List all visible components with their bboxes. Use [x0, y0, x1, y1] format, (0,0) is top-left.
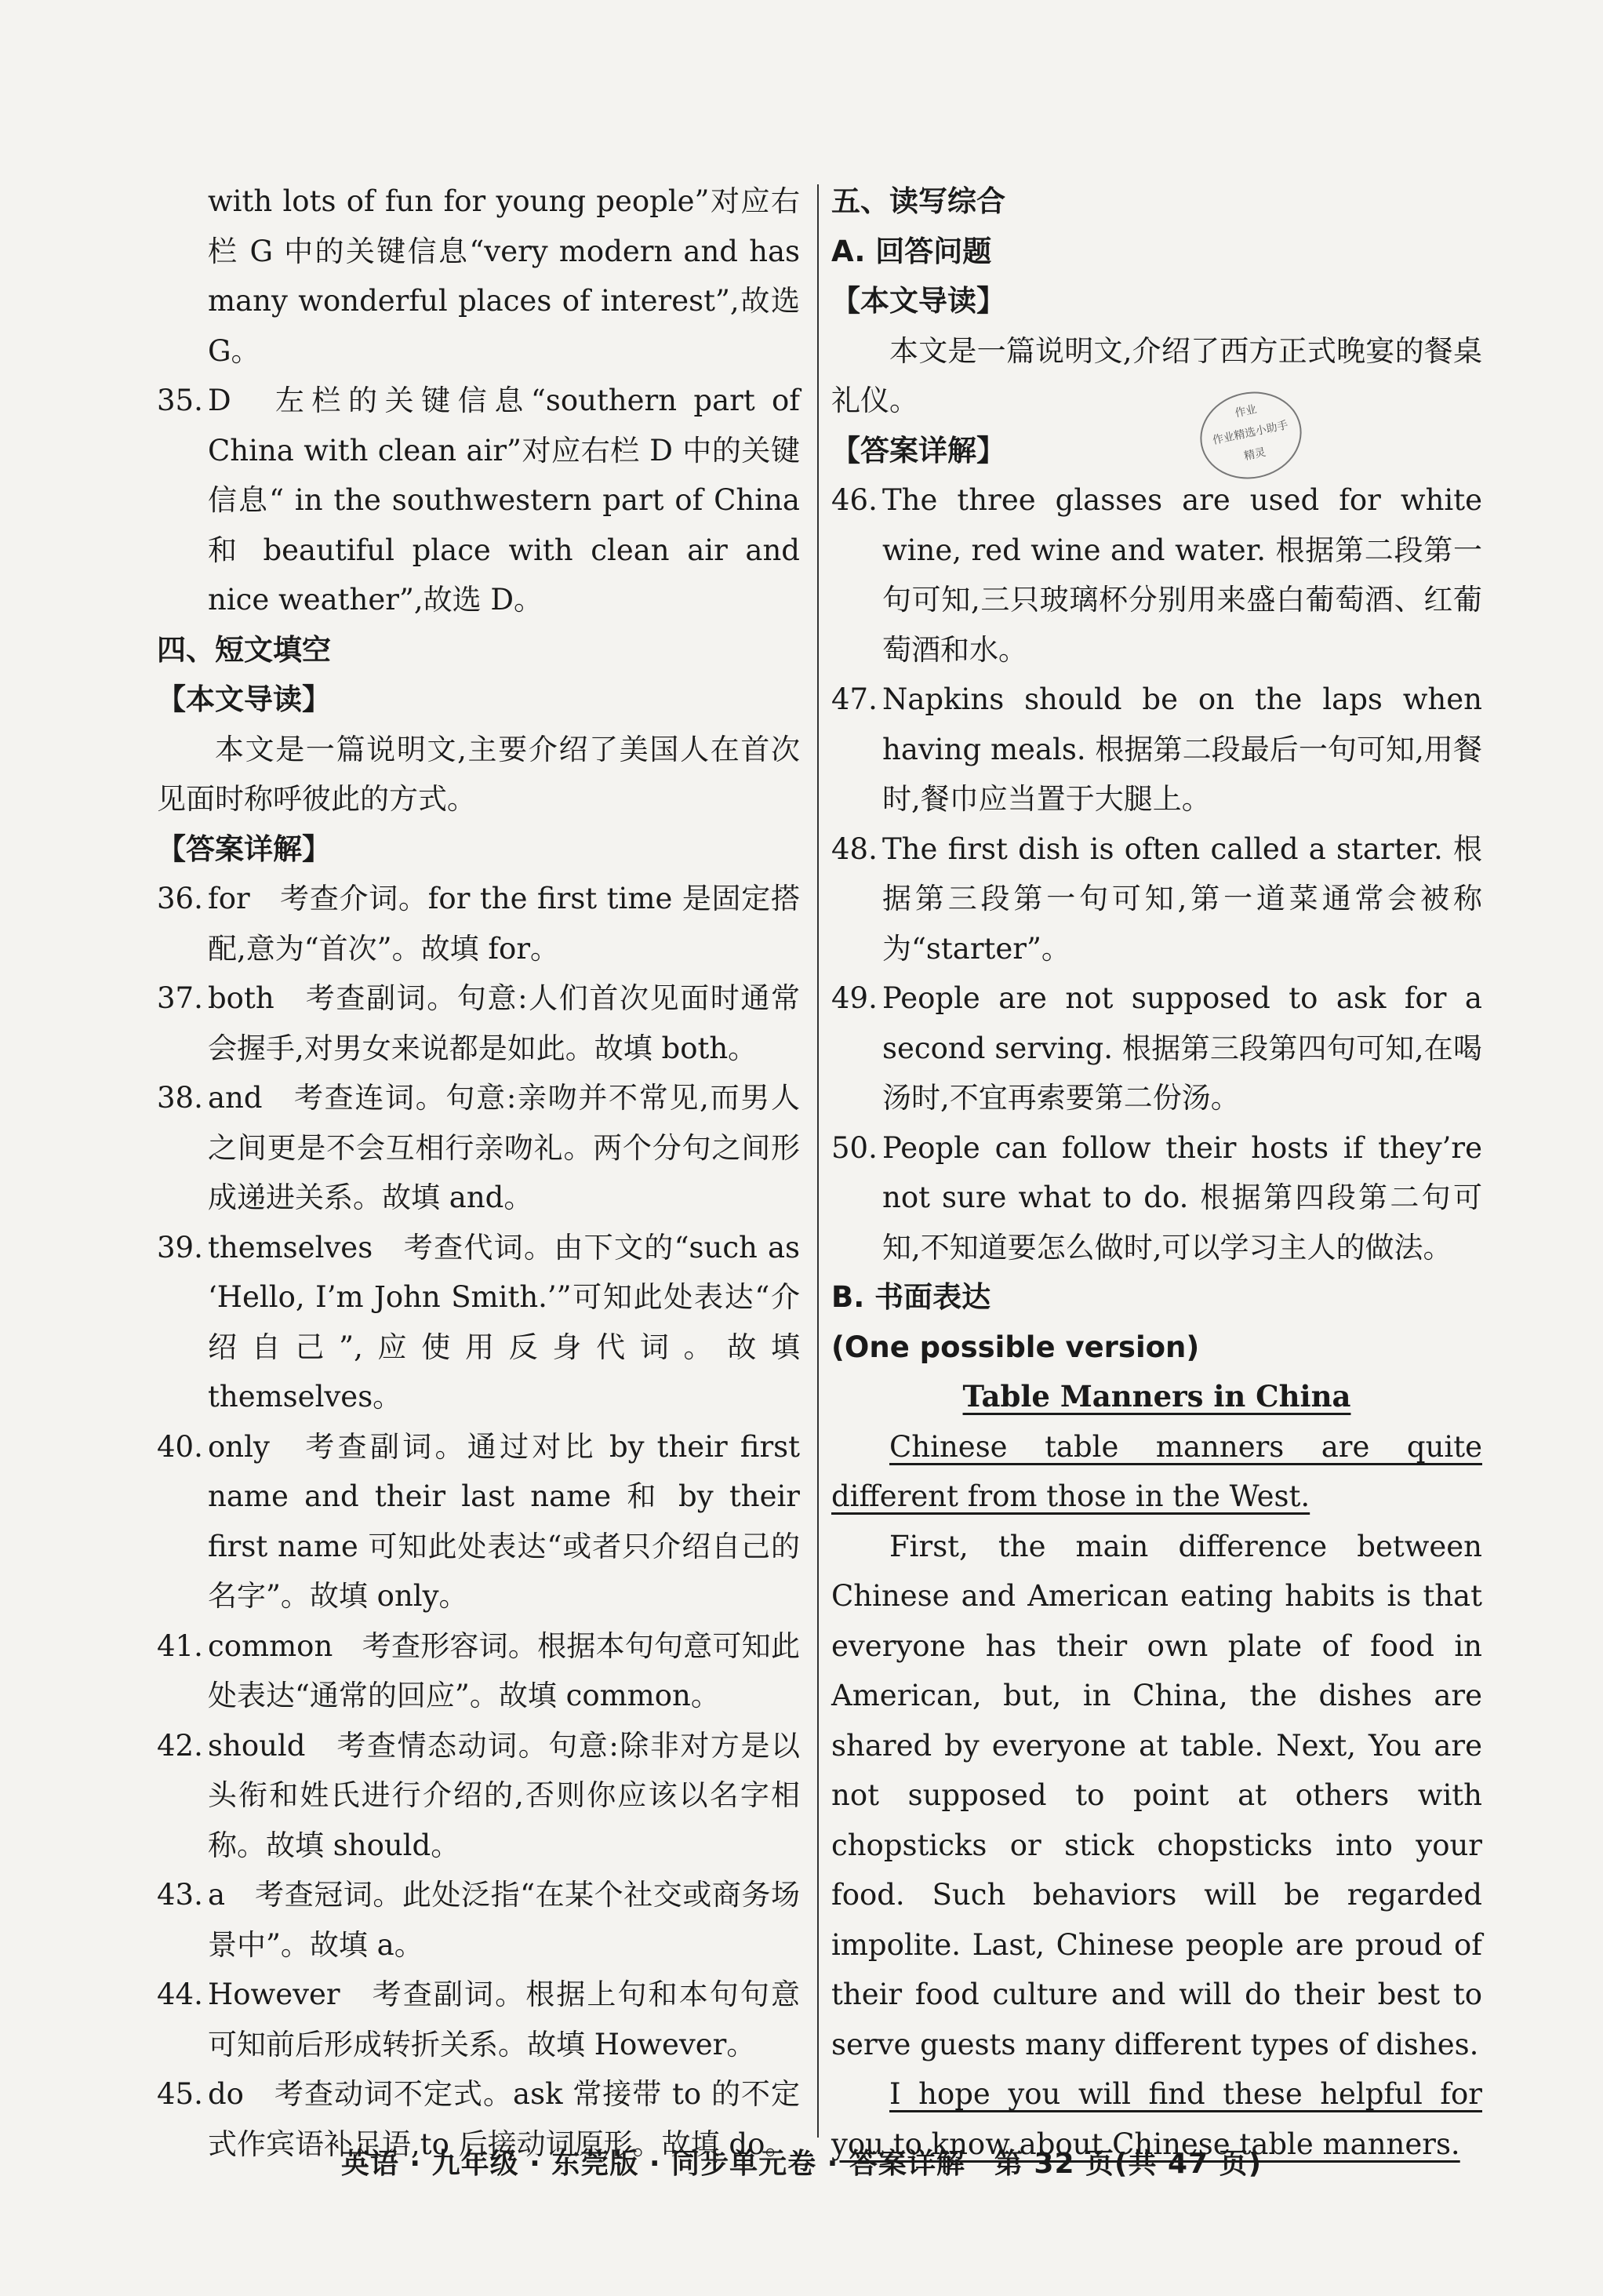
column-divider — [817, 184, 819, 2138]
answer-text: common 考查形容词。根据本句句意可知此处表达“通常的回应”。故填 common。 — [208, 1628, 800, 1712]
detail-label: 【答案详解】 — [157, 831, 331, 866]
answer-number: 46. — [831, 483, 878, 517]
answer-item — [157, 1621, 800, 1721]
answer-item — [157, 1073, 800, 1223]
stamp-line-3: 精灵 — [1242, 446, 1267, 464]
answer-item — [157, 973, 800, 1073]
answer-item — [831, 675, 1482, 824]
answer-text: only 考查副词。通过对比 by their first name and their last name 和 by their first name 可知此处表达“或者只介绍自己的名字”。故填 only。 — [208, 1429, 800, 1613]
part-a-title: A. 回答问题 — [831, 234, 992, 268]
answer-number: 41. — [157, 1628, 203, 1663]
detail-label: 【答案详解】 — [831, 433, 1005, 468]
guide-text: 本文是一篇说明文,介绍了西方正式晚宴的餐桌礼仪。 — [831, 333, 1482, 417]
answer-number: 47. — [831, 682, 878, 716]
answer-text: The first dish is often called a starter. 根据第三段第一句可知,第一道菜通常会被称为“starter”。 — [882, 831, 1482, 966]
answer-number: 48. — [831, 831, 878, 866]
version-label: (One possible version) — [831, 1330, 1200, 1364]
answer-number: 43. — [157, 1878, 203, 1912]
answer-text: However 考查副词。根据上句和本句句意可知前后形成转折关系。故填 However。 — [208, 1978, 800, 2061]
answer-list-right — [831, 475, 1482, 1272]
answer-text: for 考查介词。for the first time 是固定搭配,意为“首次”。故填 for。 — [208, 882, 800, 966]
answer-number: 36. — [157, 882, 203, 915]
page-footer: 英语 · 九年级 · 东莞版 · 同步单元卷 · 答案详解 第 32 页(共 47 页) — [340, 2148, 1263, 2180]
continued-answer-34: with lots of fun for young people”对应右栏 G 中的关键信息“very modern and has many wonderful places of interest”,故选 G。 — [208, 184, 800, 368]
answer-text: People can follow their hosts if they’re not sure what to do. 根据第四段第二句可知,不知道要怎么做时,可以学习主人的做法。 — [882, 1130, 1482, 1264]
section-5-title: 五、读写综合 — [831, 184, 1005, 218]
answer-35 — [157, 376, 800, 625]
answer-number: 38. — [157, 1081, 203, 1115]
part-b-title: B. 书面表达 — [831, 1280, 991, 1314]
stamp-line-1: 作业 — [1234, 402, 1258, 420]
essay-paragraph-1: Chinese table manners are quite different from those in the West. — [831, 1429, 1482, 1513]
answer-text: themselves 考查代词。由下文的“such as ‘Hello, I’m John Smith.’”可知此处表达“介绍自己”,应使用反身代词。故填 themselves。 — [208, 1230, 800, 1414]
answer-item — [831, 1123, 1482, 1273]
answer-number: 45. — [157, 2077, 203, 2111]
answer-number: 39. — [157, 1230, 203, 1264]
stamp-line-2: 作业精选小助手 — [1211, 419, 1289, 448]
essay-paragraph-3: I hope you will find these helpful for you to know about Chinese table manners. — [831, 2077, 1482, 2161]
answer-text: and 考查连词。句意:亲吻并不常见,而男人之间更是不会互相行亲吻礼。两个分句之间形成递进关系。故填 and。 — [208, 1081, 800, 1214]
answer-item — [157, 874, 800, 973]
answer-text: both 考查副词。句意:人们首次见面时通常会握手,对男女来说都是如此。故填 both。 — [208, 981, 800, 1065]
essay-title: Table Manners in China — [962, 1379, 1351, 1414]
answer-text: D 左栏的关键信息“southern part of China with clean air”对应右栏 D 中的关键信息“ in the southwestern part of China 和 beautiful place with clean air and nice weather”,故选 D。 — [208, 384, 800, 617]
answer-number: 42. — [157, 1728, 203, 1763]
answer-text: should 考查情态动词。句意:除非对方是以头衔和姓氏进行介绍的,否则你应该以名字相称。故填 should。 — [208, 1728, 800, 1862]
answer-number: 40. — [157, 1429, 203, 1464]
answer-item — [157, 1721, 800, 1871]
answer-item — [157, 1870, 800, 1970]
answer-number: 44. — [157, 1978, 203, 2011]
answer-number: 50. — [831, 1130, 878, 1165]
answer-item — [831, 973, 1482, 1123]
answer-item — [831, 824, 1482, 974]
right-column — [831, 176, 1482, 2169]
guide-label: 【本文导读】 — [831, 284, 1005, 318]
answer-number: 35. — [157, 384, 203, 417]
answer-item — [157, 1223, 800, 1422]
guide-text: 本文是一篇说明文,主要介绍了美国人在首次见面时称呼彼此的方式。 — [157, 732, 800, 816]
answer-item — [831, 475, 1482, 675]
answer-text: People are not supposed to ask for a second serving. 根据第三段第四句可知,在喝汤时,不宜再索要第二份汤。 — [882, 981, 1482, 1115]
answer-number: 49. — [831, 981, 878, 1015]
answer-number: 37. — [157, 981, 203, 1015]
essay-paragraph-2: First, the main difference between Chinese and American eating habits is that everyone has their own plate of food in American, but, in China, the dishes are shared by everyone at table. Next, You are not supposed to point at others with chopsticks or stick chopsticks into your food. Such behaviors will be regarded impolite. Last, Chinese people are proud of their food culture and will do their best to serve guests many different types of dishes. — [831, 1529, 1482, 2061]
section-4-title: 四、短文填空 — [157, 632, 331, 667]
answer-text: do 考查动词不定式。ask 常接带 to 的不定式作宾语补足语,to 后接动词原形。故填 do。 — [208, 2077, 800, 2161]
answer-item — [157, 1970, 800, 2069]
answer-list-left — [157, 874, 800, 2169]
left-column — [157, 176, 800, 2169]
answer-text: The three glasses are used for white wine, red wine and water. 根据第二段第一句可知,三只玻璃杯分别用来盛白葡萄酒、红葡萄酒和水。 — [882, 483, 1482, 667]
answer-text: Napkins should be on the laps when having meals. 根据第二段最后一句可知,用餐时,餐巾应当置于大腿上。 — [882, 682, 1482, 816]
guide-label: 【本文导读】 — [157, 682, 331, 716]
answer-text: a 考查冠词。此处泛指“在某个社交或商务场景中”。故填 a。 — [208, 1878, 800, 1962]
answer-item — [157, 1422, 800, 1621]
